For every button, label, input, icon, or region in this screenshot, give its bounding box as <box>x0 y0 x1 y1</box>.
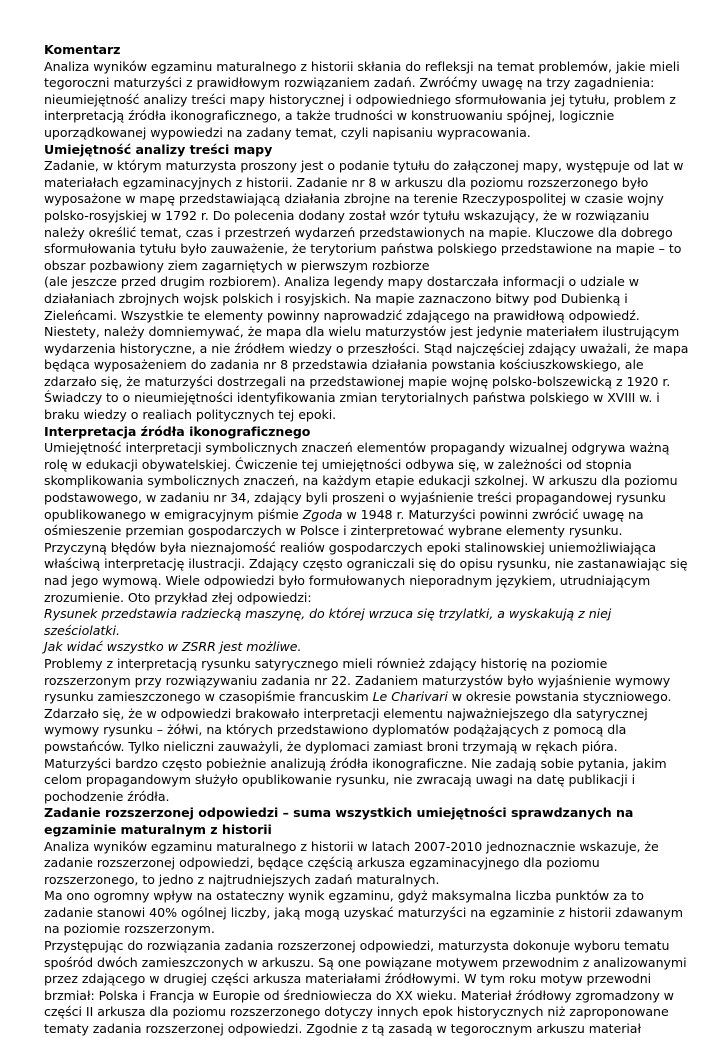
text-line <box>44 507 684 524</box>
section-heading: egzaminie maturalnym z historii <box>44 821 272 837</box>
quoted-answer-line: Rysunek przedstawia radziecką maszynę, do której wrzuca się trzylatki, a wyskakują z niej <box>44 606 612 622</box>
text-line: Analiza wyników egzaminu maturalnego z historii skłania do refleksji na temat problemów, jakie mieli <box>44 58 680 74</box>
text-line: części II arkusza dla poziomu rozszerzonego dotyczy innych epok historycznych niż zaproponowane <box>44 1004 669 1020</box>
text-line: rozszerzonego, to jedno z najtrudniejszych zadań maturalnych. <box>44 871 440 887</box>
text-line: powstańców. Tylko nieliczni zauważyli, że dyplomaci zamiast broni trzymają w rękach pióra. <box>44 738 618 754</box>
text-line: skomplikowania symbolicznych znaczeń, na każdym etapie edukacji szkolnej. W arkuszu dla poziomu <box>44 473 678 489</box>
text-line: wydarzenia historyczne, a nie źródłem wiedzy o przeszłości. Stąd najczęściej zdający uważali, że mapa <box>44 340 689 356</box>
text-line: zadanie rozszerzonej odpowiedzi, będące częścią arkusza egzaminacyjnego dla poziomu <box>44 855 600 871</box>
text-line: należy określić temat, czas i przestrzeń wydarzeń przedstawionych na mapie. Kluczowe dla dobrego <box>44 224 673 240</box>
text-line: uporządkowanej wypowiedzi na zadany temat, czyli napisaniu wypracowania. <box>44 124 531 140</box>
section-heading: Zadanie rozszerzonej odpowiedzi – suma wszystkich umiejętności sprawdzanych na <box>44 805 634 821</box>
section-heading: Interpretacja źródła ikonograficznego <box>44 423 311 439</box>
text-line: wymowy rysunku – żółwi, na których przedstawiono dyplomatów podążających z pomocą dla <box>44 722 627 738</box>
text-line: Analiza wyników egzaminu maturalnego z historii w latach 2007-2010 jednoznacznie wskazuje, że <box>44 838 659 854</box>
text-line: Zadanie, w którym maturzysta proszony jest o podanie tytułu do załączonej mapy, występuje od lat w <box>44 158 684 174</box>
text-line <box>44 689 684 706</box>
text-line: zdarzało się, że maturzyści dostrzegali na przedstawionej mapie wojnę polsko-bolszewicką z 1920 r. <box>44 373 671 389</box>
text-line: Świadczy to o nieumiejętności identyfikowania zmian terytorialnych państwa polskiego w XVIII w. i <box>44 390 660 406</box>
text-line: rozszerzonym przy rozwiązywaniu zadania nr 22. Zadaniem maturzystów było wyjaśnienie wymowy <box>44 672 671 688</box>
text-line: pochodzenie źródła. <box>44 788 170 804</box>
text-line: będąca wyposażeniem do zadania nr 8 przedstawia działania powstania kościuszkowskiego, ale <box>44 357 644 373</box>
italic-title: Le Charivari <box>372 689 448 705</box>
quoted-answer-line: sześciolatki. <box>44 622 120 638</box>
text-line: polsko-rosyjskiej w 1792 r. Do polecenia dodany został wzór tytułu wskazujący, że w rozwiązaniu <box>44 207 650 223</box>
text-line: Umiejętność interpretacji symbolicznych znaczeń elementów propagandy wizualnej odgrywa ważną <box>44 440 670 456</box>
text-line: wyposażone w mapę przedstawiającą działania zbrojne na terenie Rzeczypospolitej w czasie wojny <box>44 191 664 207</box>
text-segment: opublikowanego w emigracyjnym piśmie <box>44 506 303 522</box>
text-line: Niestety, należy domniemywać, że mapa dla wielu maturzystów jest jedynie materiałem ilustrującym <box>44 324 680 340</box>
text-line: sformułowania tytułu było zauważenie, że terytorium państwa polskiego przedstawione na mapie – to <box>44 241 682 257</box>
quoted-answer-line: Jak widać wszystko w ZSRR jest możliwe. <box>44 639 302 655</box>
text-line: Zieleńcami. Wszystkie te elementy powinny naprowadzić zdającego na prawidłową odpowiedź. <box>44 307 640 323</box>
text-line: brzmiał: Polska i Francja w Europie od średniowiecza do XX wieku. Materiał źródłowy zgromadzony w <box>44 987 674 1003</box>
text-segment: w 1948 r. Maturzyści powinni zwrócić uwagę na <box>342 506 644 522</box>
section-heading: Komentarz <box>44 42 121 57</box>
text-line: na poziomie rozszerzonym. <box>44 921 215 937</box>
text-line: Maturzyści bardzo często pobieżnie analizują źródła ikonograficzne. Nie zadają sobie pytania, jakim <box>44 755 667 771</box>
text-line: interpretacją źródła ikonograficznego, a także trudności w konstruowaniu spójnej, logicznie <box>44 108 615 124</box>
text-line: obszar pozbawiony ziem zagarniętych w pierwszym rozbiorze <box>44 257 430 273</box>
text-segment: rysunku zamieszczonego w czasopiśmie francuskim <box>44 689 373 705</box>
text-line: Przyczyną błędów była nieznajomość realiów gospodarczych epoki stalinowskiej uniemożliwiająca <box>44 539 656 555</box>
text-line: rolę w edukacji obywatelskiej. Ćwiczenie tej umiejętności odbywa się, w zależności od stopnia <box>44 456 632 472</box>
text-line: braku wiedzy o realiach politycznych tej epoki. <box>44 407 337 423</box>
text-line: tematy zadania rozszerzonej odpowiedzi. Zgodnie z tą zasadą w tegorocznym arkuszu materiał <box>44 1021 641 1037</box>
text-line: przez zdającego w drugiej części arkusza materiałami źródłowymi. W tym roku motyw przewodni <box>44 971 652 987</box>
text-segment: w okresie powstania styczniowego. <box>447 689 672 705</box>
text-line: nieumiejętność analizy treści mapy historycznej i odpowiedniego sformułowania jej tytułu, problem z <box>44 91 676 107</box>
text-line: zrozumienie. Oto przykład złej odpowiedzi: <box>44 589 312 605</box>
text-line: nad jego wymową. Wiele odpowiedzi było formułowanych nieporadnym językiem, utrudniającym <box>44 573 651 588</box>
text-line: Zdarzało się, że w odpowiedzi brakowało interpretacji elementu najważniejszego dla satyrycznej <box>44 705 648 721</box>
text-line: Przystępując do rozwiązania zadania rozszerzonej odpowiedzi, maturzysta dokonuje wyboru tematu <box>44 938 670 954</box>
text-line: celom propagandowym służyło opublikowanie rysunku, nie zwracają uwagi na datę publikacji i <box>44 772 636 788</box>
text-line: (ale jeszcze przed drugim rozbiorem). Analiza legendy mapy dostarczała informacji o udziale w <box>44 274 640 290</box>
text-line: ośmieszenie przemian gospodarczych w Polsce i zinterpretować wybrane elementy rysunku. <box>44 523 623 539</box>
text-line: podstawowego, w zadaniu nr 34, zdający byli proszeni o wyjaśnienie treści propagandowej rysunku <box>44 490 666 506</box>
section-heading: Umiejętność analizy treści mapy <box>44 141 273 157</box>
text-line: zadanie stanowi 40% ogólnej liczby, jaką mogą uzyskać maturzyści na egzaminie z historii zdawanym <box>44 904 683 920</box>
text-line: spośród dwóch zamieszczonych w arkuszu. Są one powiązane motywem przewodnim z analizowanymi <box>44 954 687 970</box>
italic-title: Zgoda <box>302 506 343 522</box>
text-line: działaniach zbrojnych wojsk polskich i rosyjskich. Na mapie zaznaczono bitwy pod Dubienką i <box>44 290 628 306</box>
text-line: Problemy z interpretacją rysunku satyrycznego mieli również zdający historię na poziomie <box>44 655 608 671</box>
document-page <box>44 42 689 1038</box>
text-line: tegoroczni maturzyści z prawidłowym rozwiązaniem zadań. Zwróćmy uwagę na trzy zagadnienia: <box>44 75 655 91</box>
text-line: Ma ono ogromny wpływ na ostateczny wynik egzaminu, gdyż maksymalna liczba punktów za to <box>44 888 644 904</box>
text-line: właściwą interpretację ilustracji. Zdający często ograniczali się do opisu rysunku, nie zastanawiając się <box>44 556 688 572</box>
text-line: materiałach egzaminacyjnych z historii. Zadanie nr 8 w arkuszu dla poziomu rozszerzonego było <box>44 174 649 190</box>
